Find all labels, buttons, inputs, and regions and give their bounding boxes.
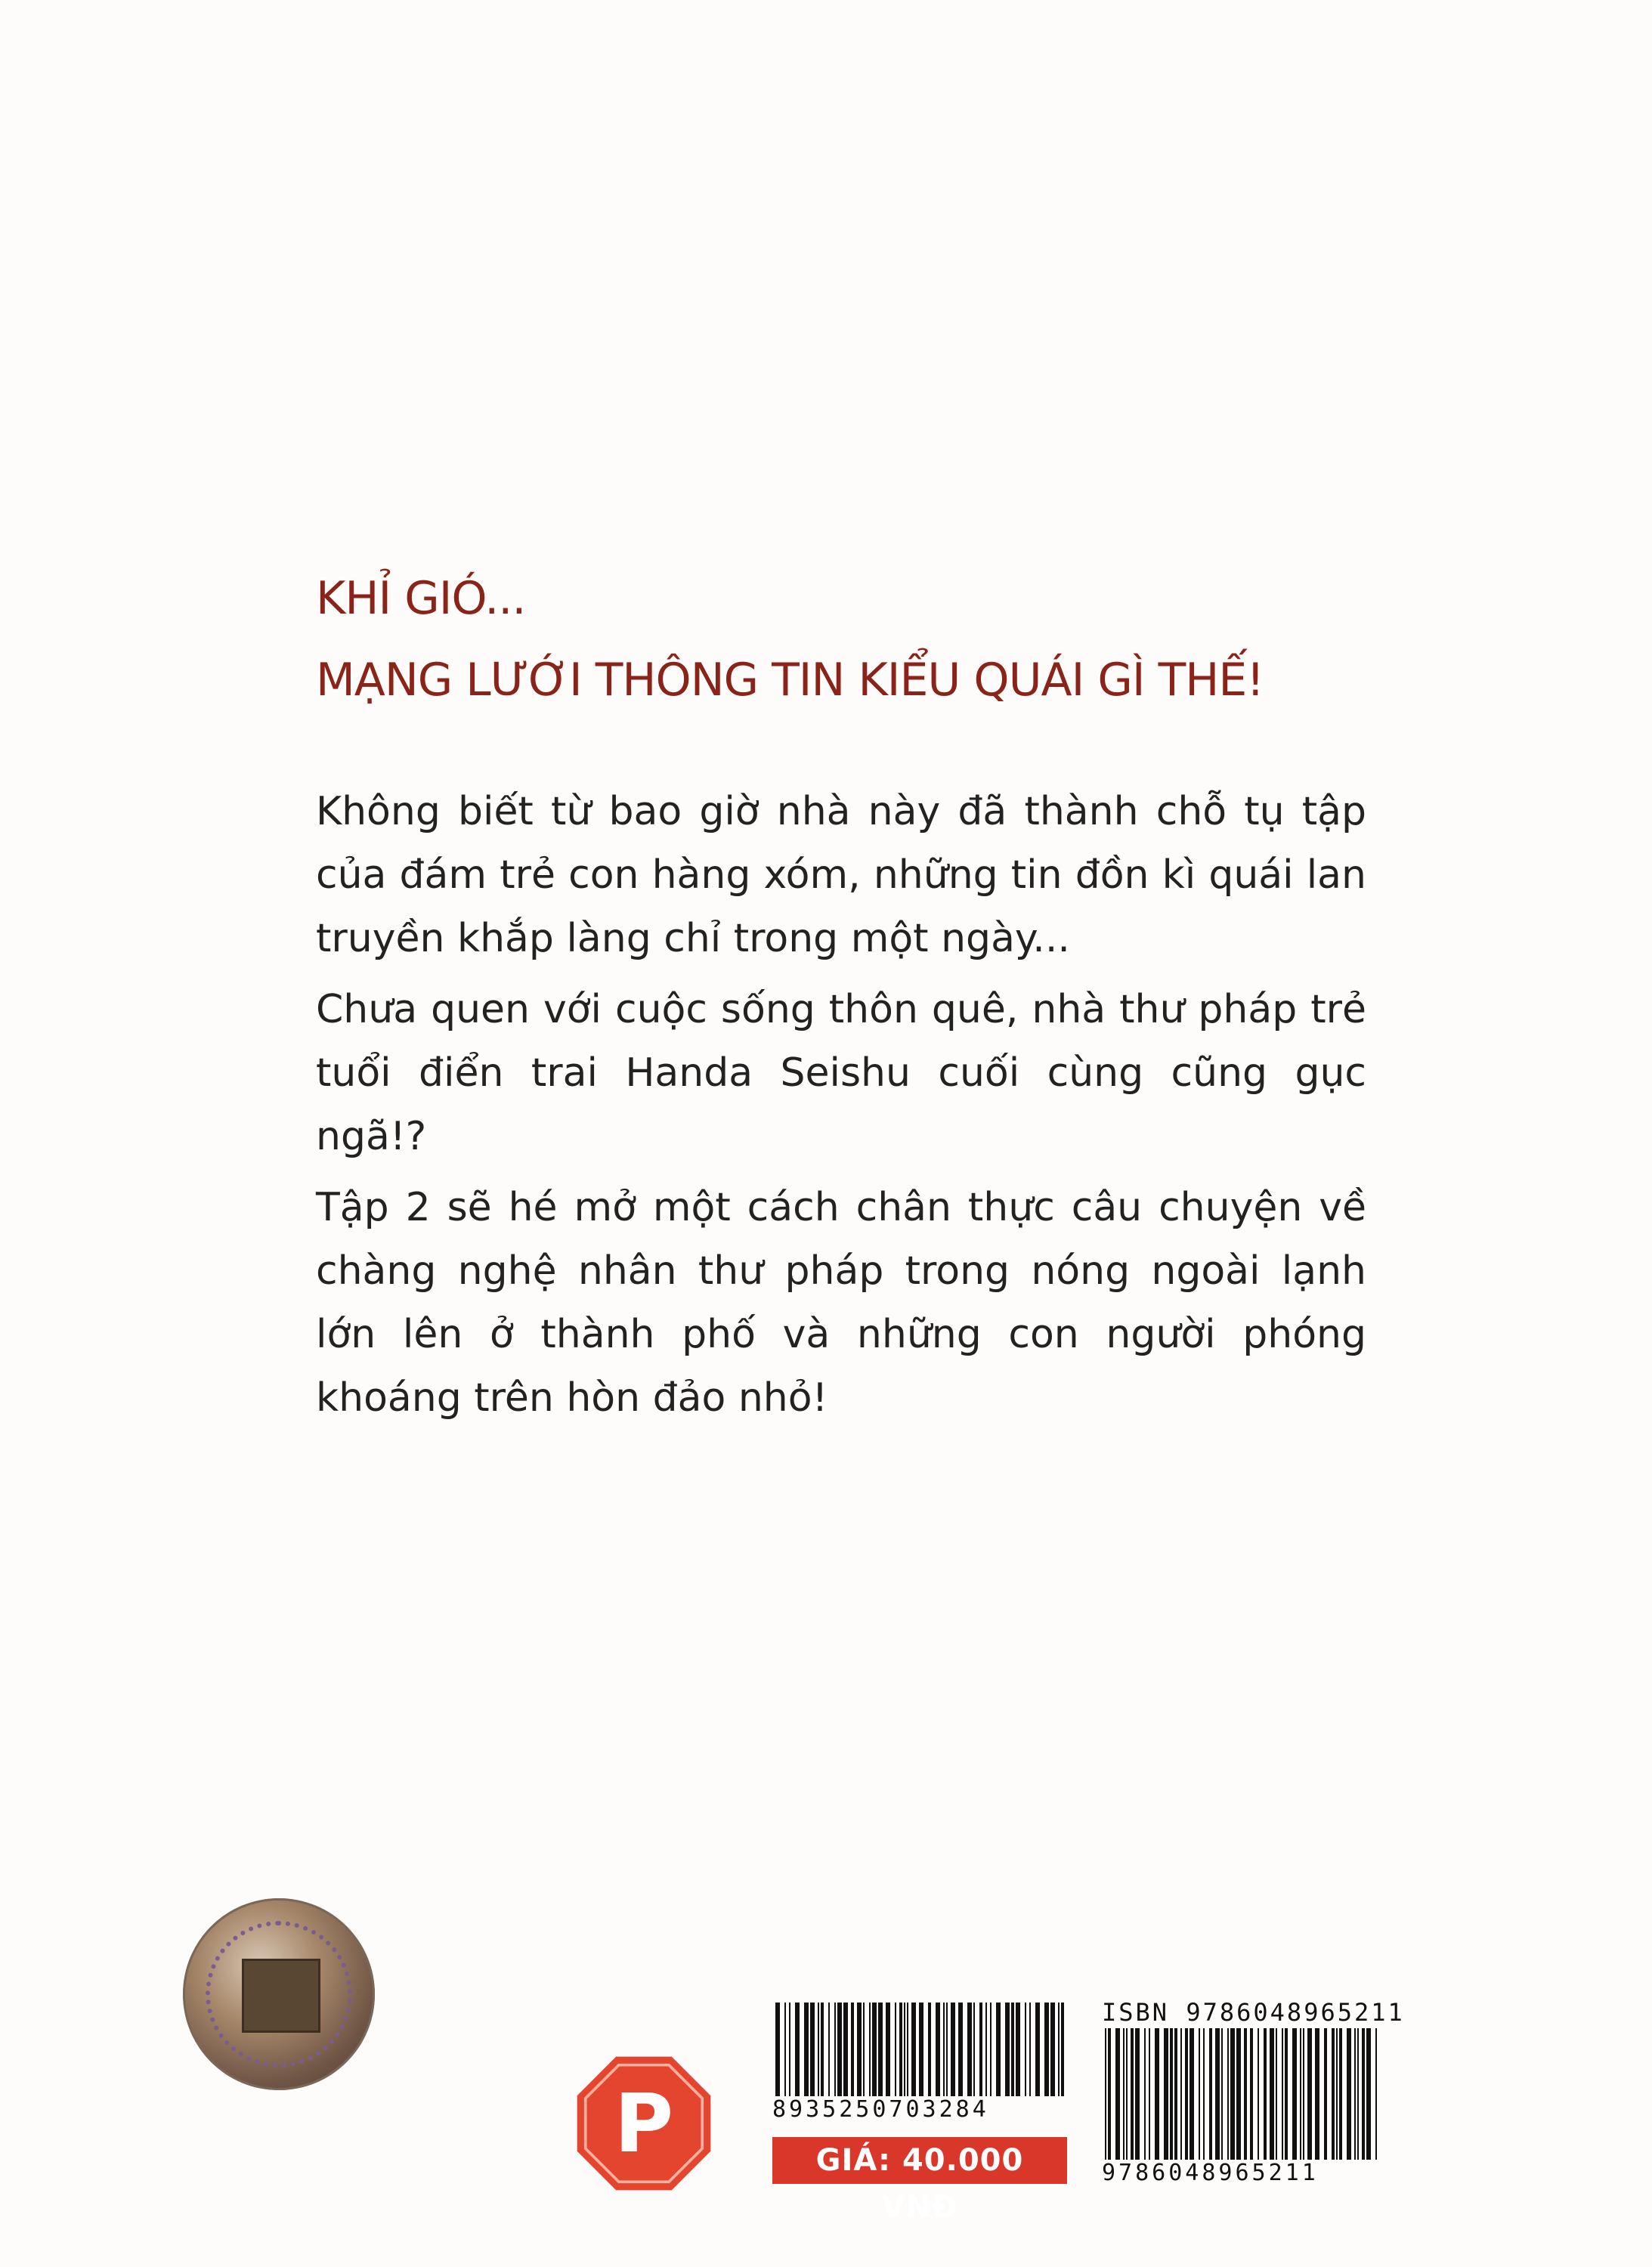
hologram-seal-icon [183,1898,375,2090]
barcode-bar [869,2003,871,2096]
headline [316,558,1525,721]
synopsis-paragraph: Chưa quen với cuộc sống thôn quê, nhà thư pháp trẻ tuổi điển trai Handa Seishu cuối cùng cũng gục ngã!? [316,987,1366,1159]
barcode-bar [837,2003,842,2096]
barcode-bar [979,2003,982,2096]
barcode-bar [899,2003,902,2096]
publisher-logo-icon [574,2054,713,2193]
barcode-bar [1135,2028,1140,2160]
product-barcode-bars [772,2003,1067,2096]
barcode-bar [843,2003,848,2096]
barcode-bar [1058,2003,1060,2096]
barcode-bar [973,2003,975,2096]
barcode-bar [946,2003,948,2096]
barcode-bar [1050,2003,1055,2096]
barcode-bar [1292,2028,1297,2160]
barcode-bar [1061,2003,1064,2096]
barcode-bar [1126,2028,1128,2160]
barcode-bar [919,2003,923,2096]
barcode-bar [1366,2028,1371,2160]
barcode-bar [1282,2028,1283,2160]
barcode-bar [821,2003,824,2096]
barcode-bar [818,2003,819,2096]
barcode-bar [1354,2028,1356,2160]
product-barcode [772,2003,1067,2123]
barcode-bar [951,2003,955,2096]
barcode-bar [1180,2028,1182,2160]
barcode-bar [1276,2028,1277,2160]
barcode-bar [1190,2028,1194,2160]
barcode-bar [1123,2028,1125,2160]
synopsis [316,780,1366,1430]
barcode-bar [804,2003,809,2096]
barcode-bar [1170,2028,1173,2160]
barcode-bar [1044,2003,1049,2096]
price-label: GIÁ: 40.000 VNĐ [772,2137,1067,2184]
barcode-bar [784,2003,786,2096]
barcode-bar [895,2003,896,2096]
barcode-bar [1258,2028,1259,2160]
barcode-bar [1336,2028,1338,2160]
barcode-bar [1209,2028,1212,2160]
barcode-bar [1230,2028,1235,2160]
barcode-bar [1303,2028,1304,2160]
isbn-barcode-bars [1102,2028,1380,2160]
barcode-bar [1300,2028,1301,2160]
barcode-bar [1221,2028,1223,2160]
barcode-bar [1105,2028,1106,2160]
barcode-bar [1131,2028,1134,2160]
barcode-bar [1149,2028,1150,2160]
barcode-bar [834,2003,836,2096]
barcode-bar [1339,2028,1342,2160]
barcode-bar [1307,2028,1312,2160]
barcode-bar [907,2003,908,2096]
barcode-bar [1174,2028,1177,2160]
barcode-bar [1236,2028,1241,2160]
barcode-bar [863,2003,865,2096]
barcode-bar [878,2003,883,2096]
barcode-bar [990,2003,992,2096]
isbn-label: ISBN 9786048965211 [1102,1998,1405,2027]
barcode-bar [958,2003,963,2096]
barcode-bar [1215,2028,1220,2160]
headline-line-1: KHỈ GIÓ... [316,572,526,625]
barcode-bar [1155,2028,1159,2160]
barcode-bar [1315,2028,1319,2160]
barcode-bar [789,2003,790,2096]
barcode-bar [810,2003,815,2096]
barcode-bar [857,2003,862,2096]
synopsis-paragraph: Không biết từ bao giờ nhà này đã thành chỗ tụ tập của đám trẻ con hàng xóm, những tin đồn kì quái lan truyền khắp làng chỉ trong một ngày... [316,789,1366,961]
barcode-bar [1016,2003,1020,2096]
barcode-bar [1357,2028,1359,2160]
barcode-bar [1324,2028,1327,2160]
barcode-bar [795,2003,800,2096]
barcode-bar [1227,2028,1229,2160]
barcode-bar [1035,2003,1040,2096]
barcode-bar [1115,2028,1120,2160]
synopsis-paragraph: Tập 2 sẽ hé mở một cách chân thực câu chuyện về chàng nghệ nhân thư pháp trong nóng ngoài lạnh lớn lên ở thành phố và những con người phóng khoáng trên hòn đảo nhỏ! [316,1185,1366,1421]
barcode-bar [904,2003,905,2096]
barcode-bar [775,2003,780,2096]
publisher-logo-letter: P [614,2077,674,2171]
barcode-bar [1164,2028,1168,2160]
barcode-bar [1025,2003,1026,2096]
barcode-bar [985,2003,987,2096]
barcode-bar [1332,2028,1335,2160]
barcode-bar [1375,2028,1377,2160]
barcode-bar [1270,2028,1274,2160]
barcode-bar [886,2003,890,2096]
barcode-bar [851,2003,854,2096]
barcode-bar [943,2003,945,2096]
barcode-bar [1185,2028,1188,2160]
barcode-bar [1144,2028,1146,2160]
barcode-bar [1199,2028,1200,2160]
barcode-bar [1005,2003,1010,2096]
hologram-square [242,1959,320,2033]
barcode-bar [936,2003,940,2096]
barcode-bar [828,2003,830,2096]
barcode-bar [1347,2028,1351,2160]
barcode-bar [1203,2028,1205,2160]
barcode-bar [1029,2003,1031,2096]
barcode-bar [1285,2028,1288,2160]
barcode-bar [872,2003,877,2096]
barcode-bar [911,2003,916,2096]
barcode-bar [1362,2028,1365,2160]
barcode-bar [1244,2028,1247,2160]
headline-line-2: MẠNG LƯỚI THÔNG TIN KIỂU QUÁI GÌ THẾ! [316,654,1264,707]
barcode-bar [1011,2003,1014,2096]
barcode-bar [928,2003,931,2096]
barcode-bar [1264,2028,1267,2160]
barcode-bar [996,2003,1001,2096]
barcode-bar [1250,2028,1253,2160]
barcode-bar [1108,2028,1111,2160]
isbn-barcode-digits: 9786048965211 [1102,2160,1319,2186]
product-barcode-digits: 8935250703284 [772,2096,989,2123]
barcode-bar [967,2003,972,2096]
isbn-barcode [1102,2028,1380,2186]
